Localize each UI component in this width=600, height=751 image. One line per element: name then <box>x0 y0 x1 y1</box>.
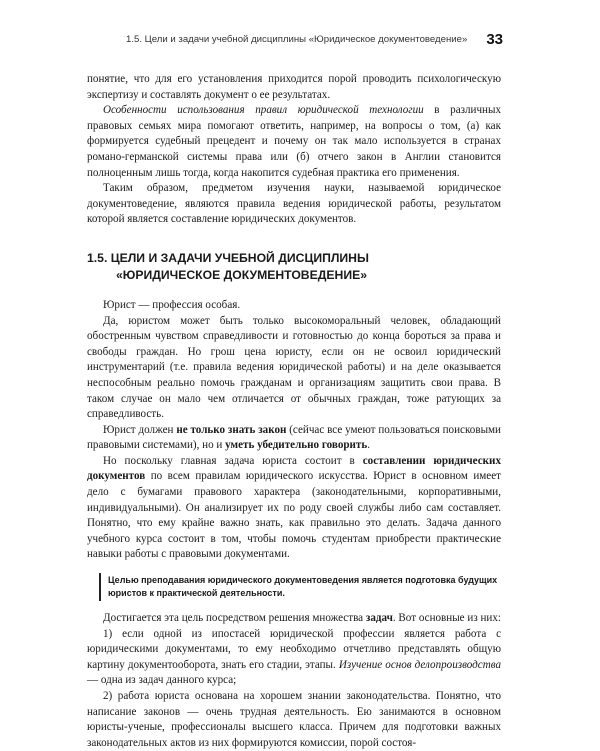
intro-paragraph-2-rest: в различных правовых семьях мира помогают ответить, например, на вопросы о том, (а) как формируется судебный прецедент и почему он так мало используется в странах романо-германской системы права или (б) отчего закон в Англии становится полноценным лишь тогда, когда накопится судебная практика его применения. <box>87 104 501 179</box>
text-run: . <box>367 439 371 452</box>
section-paragraph-3 <box>87 423 501 454</box>
intro-paragraph-2-italic: Особенности использования правил юридической технологии <box>103 104 424 117</box>
intro-paragraph-1: понятие, что для его установления приходится порой проводить психологическую экспертизу и составлять документ о ее результатах. <box>87 73 501 101</box>
section-heading <box>87 250 501 284</box>
page-number: 33 <box>486 30 503 48</box>
section-heading-line-2: «ЮРИДИЧЕСКОЕ ДОКУМЕНТОВЕДЕНИЕ» <box>116 267 368 282</box>
text-run: — одна из задач данного курса; <box>87 674 237 687</box>
intro-paragraph-3: Таким образом, предметом изучения науки, называемой юридическое документоведение, являются правила ведения юридической работы, результатом которой является составление юридических документов. <box>87 182 501 226</box>
page-body <box>87 72 501 751</box>
section-paragraph-4 <box>87 454 501 563</box>
tasks-intro-paragraph <box>87 611 501 627</box>
section-paragraph-2: Да, юристом может быть только высокоморальный человек, обладающий обостренным чувством справедливости и готовностью до конца бороться за права и свободы граждан. Но грош цена юристу, если он не освоил юридический инструментарий (т.е. правила ведения юридической работы) и на деле оказывается неспособным реально помочь гражданам и организациям защитить свои права. В таком случае он мало чем отличается от обычных граждан, тоже ратующих за справедливость. <box>87 314 501 421</box>
bold-phrase: не только знать закон <box>176 423 287 436</box>
intro-paragraph-2 <box>87 103 501 181</box>
section-heading-line-1: 1.5. ЦЕЛИ И ЗАДАЧИ УЧЕБНОЙ ДИСЦИПЛИНЫ <box>87 250 369 265</box>
bold-phrase: уметь убедительно говорить <box>225 439 368 452</box>
text-run: Достигается эта цель посредством решения множества <box>103 612 366 625</box>
text-run: Юрист должен <box>103 423 177 436</box>
text-run: по всем правилам юридического искусства. Юрист в основном имеет дело с бумагами правового характера (законодательными, корпоративными, индивидуальными). Он анализирует их по роду своей службы либо сам составляет. Понятно, что ему крайне важно знать, как правильно это делать. Задача данного учебного курса состоит в том, чтобы помочь студентам приобрести практические навыки работы с правовыми документами. <box>87 470 501 561</box>
bold-phrase: составлении юридических документов <box>87 454 501 483</box>
text-run: Но поскольку главная задача юриста состоит в <box>103 454 363 467</box>
text-run: . Вот основные из них: <box>392 612 501 625</box>
text-run: (сейчас все умеют пользоваться поисковыми правовыми системами), но и <box>87 423 501 452</box>
bold-phrase: задач <box>365 612 393 625</box>
goal-callout: Целью преподавания юридического документоведения является подготовка будущих юристов к практической деятельности. <box>99 573 501 601</box>
section-paragraph-1: Юрист — профессия особая. <box>103 298 241 311</box>
text-run: 1) если одной из ипостасей юридической профессии является работа с юридическими документами, то ему необходимо отчетливо представлять общую картину документооборота, знать его стадии, этапы. <box>87 627 501 671</box>
task-item-2: 2) работа юриста основана на хорошем знании законодательства. Понятно, что написание законов — очень трудная деятельность. Ею занимаются в основном юристы-ученые, профессионалы высшего класса. Причем для подготовки важных законодательных актов из них формируются комиссии, порой состоя- <box>87 690 501 749</box>
task-item-1 <box>87 627 501 689</box>
running-header <box>126 28 503 50</box>
running-title: 1.5. Цели и задачи учебной дисциплины «Юридическое документоведение» <box>126 33 468 45</box>
italic-phrase: Изучение основ делопроизводства <box>338 658 501 671</box>
